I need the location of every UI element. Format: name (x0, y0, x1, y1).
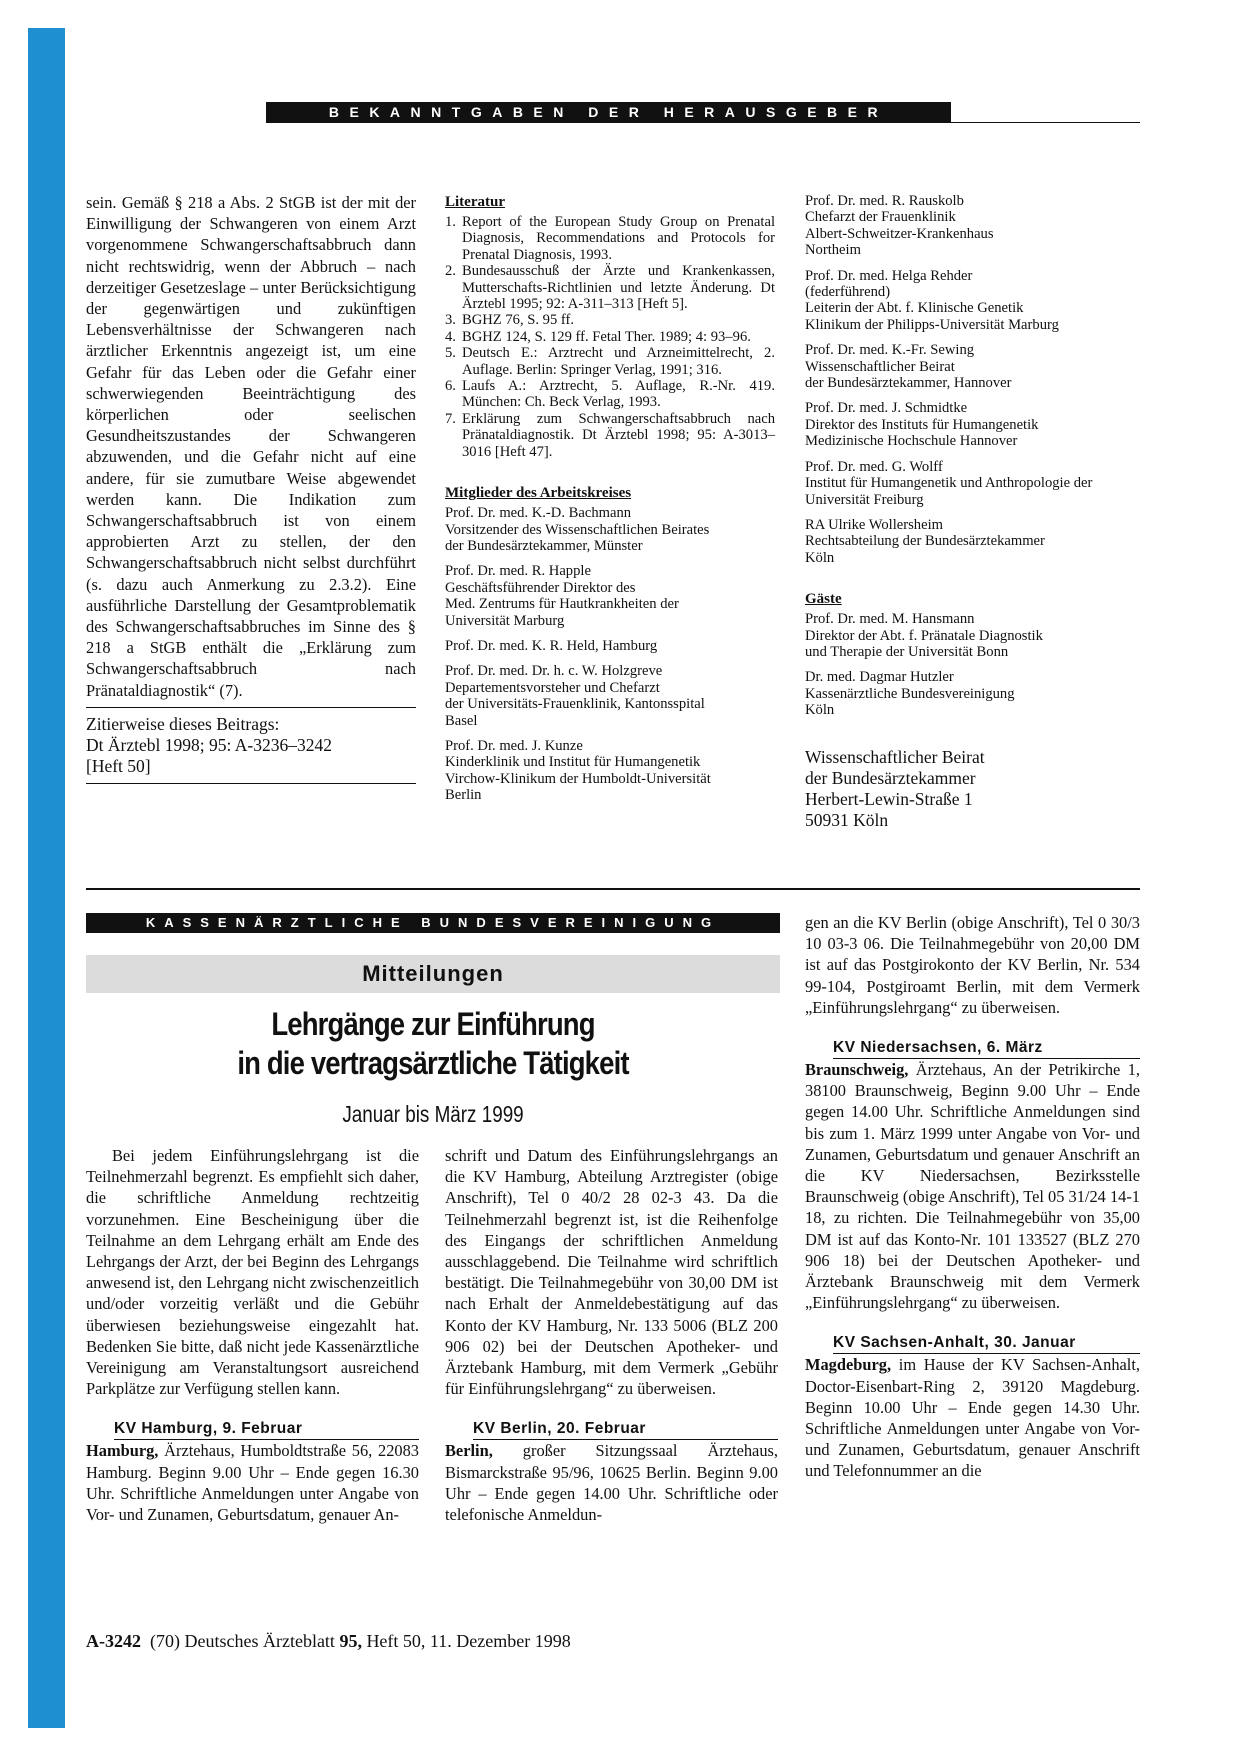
member-entry: Prof. Dr. med. R. Happle Geschäftsführender Direktor des Med. Zentrums für Hautkrankheiten der Universität Marburg (445, 563, 679, 629)
page-edge-color-bar (28, 28, 65, 1728)
section-heading: Mitteilungen (86, 955, 780, 993)
header-rule (266, 122, 1140, 123)
citation-line: Dt Ärztebl 1998; 95: A-3236–3242 (86, 734, 332, 755)
member-entry: Prof. Dr. med. K.-Fr. Sewing Wissenschaftlicher Beirat der Bundesärztekammer, Hannover (805, 342, 1012, 392)
member-entry: Prof. Dr. med. R. Rauskolb Chefarzt der Frauenklinik Albert-Schweitzer-Krankenhaus Northeim (805, 193, 994, 259)
intro-text: Bei jedem Einführungslehrgang ist die Teilnehmerzahl begrenzt. Es empfiehlt sich daher, die schriftliche Anmeldung rechtzeitig vorzunehmen. Eine Bescheinigung über die Teilnahme an dem Lehrgang erhält am Ende des Lehrgangs der Arzt, der bei Beginn des Lehrgangs anwesend ist, den Lehrgang nicht zwischenzeitlich und/oder vorzeitig verläßt und die Gebühr überwiesen beziehungsweise eingezahlt hat. Bedenken Sie bitte, daß nicht jede Kassenärztliche Vereinigung am Veranstaltungsort ausreichend Parkplätze zur Verfügung stellen kann. (86, 1146, 419, 1399)
member-entry: Prof. Dr. med. Helga Rehder (federführend) Leiterin der Abt. f. Klinische Genetik Klinikum der Philipps-Universität Marburg (805, 267, 1059, 333)
citation-line: Zitierweise dieses Beitrags: (86, 713, 280, 734)
kv-hamburg-heading: KV Hamburg, 9. Februar (114, 1419, 419, 1440)
member-entry: RA Ulrike Wollersheim Rechtsabteilung der Bundesärztekammer Köln (805, 516, 1045, 566)
reference-list (445, 214, 775, 460)
reference-item: 3. BGHZ 76, S. 95 ff. (445, 312, 575, 329)
reference-item: 5. Deutsch E.: Arztrecht und Arzneimittelrecht, 2. Auflage. Berlin: Springer Verlag, 1991; 316. (445, 345, 775, 378)
member-entry: Prof. Dr. med. G. Wolff Institut für Humangenetik und Anthropologie der Universität Freiburg (805, 458, 1093, 508)
article-column-1 (86, 1145, 419, 1525)
top-column-1 (86, 192, 416, 784)
postal-address: Wissenschaftlicher Beirat der Bundesärztekammer Herbert-Lewin-Straße 1 50931 Köln (805, 746, 985, 830)
kv-niedersachsen-text: Braunschweig, Ärztehaus, An der Petrikirche 1, 38100 Braunschweig, Beginn 9.00 Uhr – Ende gegen 14.00 Uhr. Schriftliche Anmeldungen sind bis zum 1. März 1999 unter Angabe von Vor- und Zunamen, Geburtsdatum und genauer Anschrift an die KV Niedersachsen, Bezirksstelle Braunschweig (obige Anschrift), Tel 05 31/24 14-1 18, zu richten. Die Teilnahmegebühr von 35,00 DM ist auf das Konto-Nr. 101 133527 (BLZ 270 906 18) bei der Deutschen Apotheker- und Ärztebank Braunschweig mit dem Vermerk „Einführungslehrgang“ zu überweisen. (805, 1060, 1140, 1313)
kv-sachsen-anhalt-text: Magdeburg, im Hause der KV Sachsen-Anhalt, Doctor-Eisenbart-Ring 2, 39120 Magdeburg. Beginn 10.00 Uhr – Ende gegen 14.30 Uhr. Schriftliche Anmeldungen unter Angabe von Vor- und Zunamen, Geburtsdatum, genauer Anschrift und Telefonnummer an die (805, 1355, 1140, 1481)
section-divider (86, 888, 1140, 890)
kv-hamburg-text: Hamburg, Ärztehaus, Humboldtstraße 56, 22083 Hamburg. Beginn 9.00 Uhr – Ende gegen 16.30 Uhr. Schriftliche Anmeldungen unter Angabe von Vor- und Zunamen, Geburtsdatum, genauer An- (86, 1441, 419, 1525)
top-column-2 (445, 193, 775, 813)
article-headline: Lehrgänge zur Einführung in die vertragsärztliche Tätigkeit (237, 1006, 629, 1081)
citation-box (86, 707, 416, 784)
literature-heading: Literatur (445, 194, 505, 210)
kv-niedersachsen-heading: KV Niedersachsen, 6. März (833, 1038, 1140, 1059)
kv-berlin-heading: KV Berlin, 20. Februar (473, 1419, 778, 1440)
kv-berlin-text-continued: gen an die KV Berlin (obige Anschrift), Tel 0 30/3 10 03-3 06. Die Teilnahmegebühr von 20,00 DM ist auf das Postgirokonto der KV Berlin, Nr. 534 99-104, Postgiroamt Berlin, mit dem Vermerk „Einführungslehrgang“ zu überweisen. (805, 913, 1140, 1017)
reference-item: 7. Erklärung zum Schwangerschaftsabbruch nach Pränataldiagnostik. Dt Ärztebl 1998; 95: A-3013–3016 [Heft 47]. (445, 410, 775, 460)
member-entry: Prof. Dr. med. K.-D. Bachmann Vorsitzender des Wissenschaftlichen Beirates der Bundesärztekammer, Münster (445, 505, 710, 554)
body-text: sein. Gemäß § 218 a Abs. 2 StGB ist der mit der Einwilligung der Schwangeren von einem Arzt vorgenommene Schwangerschaftsabbruch dann nicht rechtswidrig, wenn der Abbruch – nach derzeitiger Gesetzeslage – unter Berücksichtigung der gegenwärtigen und zukünftigen Lebensverhältnisse der Schwangeren nach ärztlicher Erkenntnis angezeigt ist, um eine Gefahr für das Leben oder die Gefahr einer schwerwiegenden Beeinträchtigung des körperlichen oder seelischen Gesundheitszustandes der Schwangeren abzuwenden, und die Gefahr nicht auf eine andere, für sie zumutbare Weise abgewendet werden kann. Die Indikation zum Schwangerschaftsabbruch ist von einem approbierten Arzt zu stellen, der den Schwangerschaftsabbruch nicht selbst durchführt (s. dazu auch Anmerkung zu 2.3.2). Eine ausführliche Darstellung der Gesamtproblematik des Schwangerschaftsabbruches im Sinne des § 218 a StGB enthält die „Erklärung zum Schwangerschaftsabbruch nach Pränataldiagnostik“ (7). (86, 193, 416, 700)
guest-entry: Dr. med. Dagmar Hutzler Kassenärztliche Bundesvereinigung Köln (805, 669, 1015, 719)
member-entry: Prof. Dr. med. J. Schmidtke Direktor des Instituts für Humangenetik Medizinische Hochschule Hannover (805, 400, 1039, 450)
article-subline: Januar bis März 1999 (342, 1101, 524, 1127)
member-entry: Prof. Dr. med. J. Kunze Kinderklinik und Institut für Humangenetik Virchow-Klinikum der Humboldt-Universität Berlin (445, 737, 711, 804)
kv-berlin-text: Berlin, großer Sitzungssaal Ärztehaus, Bismarckstraße 95/96, 10625 Berlin. Beginn 9.00 Uhr – Ende gegen 14.00 Uhr. Schriftliche oder telefonische Anmeldun- (445, 1441, 778, 1525)
member-entry: Prof. Dr. med. K. R. Held, Hamburg (445, 637, 658, 654)
kv-banner: KASSENÄRZTLICHE BUNDESVEREINIGUNG (86, 913, 780, 933)
kv-sachsen-anhalt-heading: KV Sachsen-Anhalt, 30. Januar (833, 1333, 1140, 1354)
section-banner: BEKANNTGABEN DER HERAUSGEBER (266, 102, 951, 122)
citation-line: [Heft 50] (86, 755, 151, 776)
reference-item: 1. Report of the European Study Group on Prenatal Diagnosis, Recommendations and Protocols for Prenatal Diagnosis, 1993. (445, 214, 775, 263)
reference-item: 6. Laufs A.: Arztrecht, 5. Auflage, R.-Nr. 419. München: Ch. Beck Verlag, 1993. (445, 378, 775, 411)
members-heading: Mitglieder des Arbeitskreises (445, 485, 632, 502)
member-entry: Prof. Dr. med. Dr. h. c. W. Holzgreve Departementsvorsteher und Chefarzt der Universitäts-Frauenklinik, Kantonsspital Basel (445, 663, 705, 729)
kv-hamburg-text-continued: schrift und Datum des Einführungslehrgangs an die KV Hamburg, Abteilung Arztregister (obige Anschrift), Tel 0 40/2 28 02-3 43. Da die Teilnehmerzahl begrenzt ist, ist die Reihenfolge des Eingangs der schriftlichen Anmeldung ausschlaggebend. Die Teilnahme wird schriftlich bestätigt. Die Teilnahmegebühr von 30,00 DM ist nach Erhalt der Anmeldebestätigung auf das Konto der KV Hamburg, Nr. 133 5006 (BLZ 200 906 02) bei der Deutschen Apotheker- und Ärztebank Hamburg, mit dem Vermerk „Gebühr für Einführungslehrgang“ zu überweisen. (445, 1146, 778, 1399)
reference-item: 4. BGHZ 124, S. 129 ff. Fetal Ther. 1989; 4: 93–96. (445, 328, 751, 345)
reference-item: 2. Bundesausschuß der Ärzte und Krankenkassen, Mutterschafts-Richtlinien und letzte Änderung. Dt Ärztebl 1995; 92: A-311–313 [Heft 5]. (445, 263, 775, 313)
guest-entry: Prof. Dr. med. M. Hansmann Direktor der Abt. f. Pränatale Diagnostik und Therapie der Universität Bonn (805, 611, 1043, 660)
article-column-3 (805, 912, 1140, 1482)
page-footer: A-3242 (70) Deutsches Ärzteblatt 95, Heft 50, 11. Dezember 1998 (86, 1631, 571, 1651)
article-column-2 (445, 1145, 778, 1525)
guests-heading: Gäste (805, 591, 842, 608)
page-number: A-3242 (86, 1631, 141, 1651)
top-column-3 (805, 193, 1140, 831)
